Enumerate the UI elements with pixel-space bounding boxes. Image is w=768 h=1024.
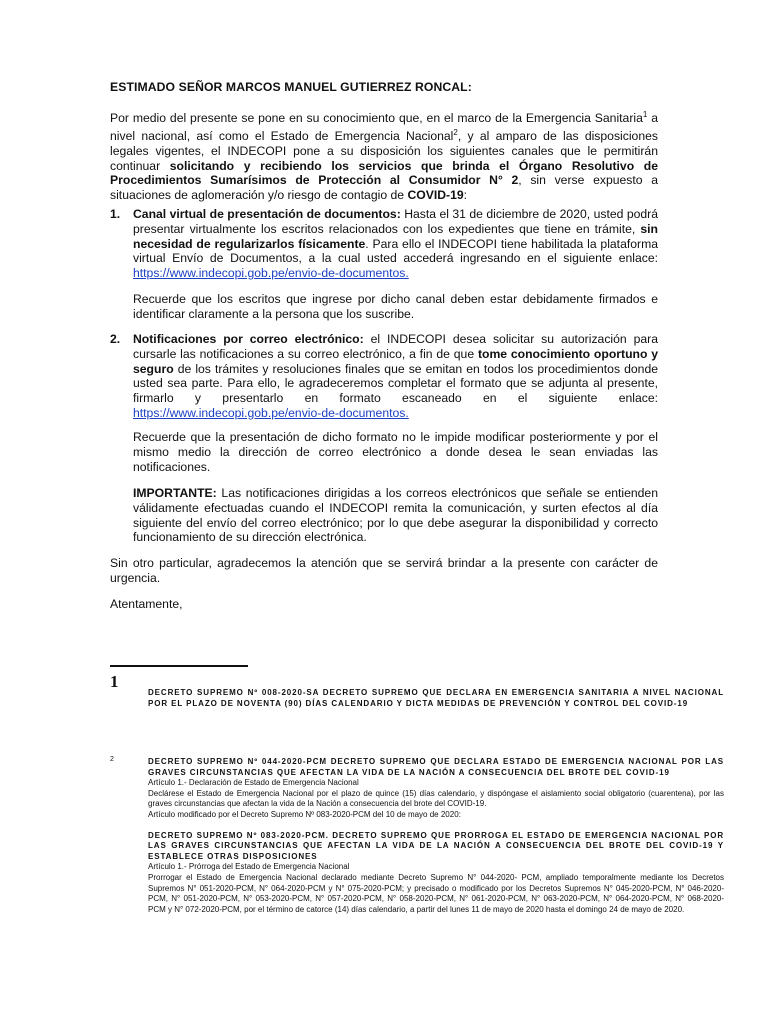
item2-note: Recuerde que la presentación de dicho formato no le impide modificar posteriormente y por el mismo medio la dirección de correo electrónico a donde desea le sean enviadas las notificaciones.: [133, 430, 658, 474]
signoff: Atentamente,: [110, 597, 183, 611]
footnote-3-article: Artículo 1.- Prórroga del Estado de Emergencia Nacional: [148, 862, 350, 872]
footnote-ref-1[interactable]: 1: [642, 110, 648, 119]
item1-note: Recuerde que los escritos que ingrese por dicho canal deben estar debidamente firmados e identificar claramente a la persona que los suscribe.: [133, 292, 658, 321]
important-note: IMPORTANTE: Las notificaciones dirigidas a los correos electrónicos que señale se entienden válidamente efectuadas cuando el INDECOPI remita la comunicación, y surten efectos al día siguiente del envío del correo electrónico; por lo que debe asegurar la disponibilidad y correcto funcionamiento de su dirección electrónica.: [133, 486, 658, 545]
list-number: 1.: [110, 207, 121, 221]
envio-documentos-link-2[interactable]: https://www.indecopi.gob.pe/envio-de-documentos.: [133, 405, 409, 420]
footnote-2: [148, 757, 724, 915]
footnote-2-modification: Artículo modificado por el Decreto Supremo Nº 083-2020-PCM del 10 de mayo de 2020:: [148, 809, 461, 819]
footnote-2-mark: 2: [110, 756, 114, 763]
footnote-3-body: Prorrogar el Estado de Emergencia Nacional declarado mediante Decreto Supremo N° 044-2020- PCM, ampliado temporalmente mediante los Decretos Supremos N° 051-2020-PCM, N° 064-2020-PCM y N° 075-2020-PCM; y precisado o modificado por los Decretos Supremos N° 045-2020-PCM, N° 046-2020-PCM, N° 051-2020-PCM, N° 053-2020-PCM, N° 057-2020-PCM, N° 058-2020-PCM, N° 061-2020-PCM, N° 063-2020-PCM, N° 064-2020-PCM, N° 068-2020-PCM y N° 072-2020-PCM, por el término de catorce (14) días calendario, a partir del lunes 11 de mayo de 2020 hasta el domingo 24 de mayo de 2020.: [148, 872, 724, 914]
envio-documentos-link[interactable]: https://www.indecopi.gob.pe/envio-de-documentos.: [133, 266, 409, 281]
footnote-2-body: Declárese el Estado de Emergencia Nacional por el plazo de quince (15) días calendario, y dispóngase el aislamiento social obligatorio (cuarentena), por las graves circunstancias que afectan la vida de la Nación a consecuencia del brote del COVID-19.: [148, 788, 724, 809]
footnote-ref-2[interactable]: 2: [453, 127, 458, 137]
list-item-virtual-channel: [110, 207, 658, 281]
item1-text: Canal virtual de presentación de documentos: Hasta el 31 de diciembre de 2020, usted podrá presentar virtualmente los escritos relacionados con los expedientes que tiene en trámite, sin necesidad de regularizarlos físicamente. Para ello el INDECOPI tiene habilitada la plataforma virtual Envío de Documentos, a la cual usted accederá ingresando en el siguiente enlace: https://www.indecopi.gob.pe/envio-de-documentos.: [133, 207, 658, 281]
footnote-3-title: DECRETO SUPREMO Nº 083-2020-PCM. DECRETO SUPREMO QUE PRORROGA EL ESTADO DE EMERGENCIA NACIONAL POR LAS GRAVES CIRCUNSTANCIAS QUE AFECTAN LA VIDA DE LA NACIÓN A CONSECUENCIA DEL BROTE DEL COVID-19 Y ESTABLECE OTRAS DISPOSICIONES: [148, 830, 724, 861]
closing-paragraph: Sin otro particular, agradecemos la atención que se servirá brindar a la presente con carácter de urgencia.: [110, 556, 658, 585]
item2-text: Notificaciones por correo electrónico: el INDECOPI desea solicitar su autorización para cursarle las notificaciones a su correo electrónico, a fin de que tome conocimiento oportuno y seguro de los trámites y resoluciones finales que se emitan en todos los procedimientos donde usted sea parte. Para ello, le agradeceremos completar el formato que se adjunta al presente, firmarlo y presentarlo en formato escaneado en el siguiente enlace: https://www.indecopi.gob.pe/envio-de-documentos.: [133, 332, 659, 420]
footnote-2-title: DECRETO SUPREMO Nº 044-2020-PCM DECRETO SUPREMO QUE DECLARA ESTADO DE EMERGENCIA NACIONAL POR LAS GRAVES CIRCUNSTANCIAS QUE AFECTAN LA VIDA DE LA NACIÓN A CONSECUENCIA DEL BROTE DEL COVID-19: [148, 757, 724, 777]
list-number: 2.: [110, 332, 121, 346]
footnote-1-text: DECRETO SUPREMO Nº 008-2020-SA DECRETO SUPREMO QUE DECLARA EN EMERGENCIA SANITARIA A NIVEL NACIONAL POR EL PLAZO DE NOVENTA (90) DÍAS CALENDARIO Y DICTA MEDIDAS DE PREVENCIÓN Y CONTROL DEL COVID-19: [148, 688, 724, 708]
intro-paragraph: Por medio del presente se pone en su conocimiento que, en el marco de la Emergencia Sanitaria$^1$ a nivel nacional, así como el Estado de Emergencia Nacional$^2$, y al amparo de las disposiciones legales vigentes, el INDECOPI pone a su disposición los siguientes canales que le permitirán continuar solicitando y recibiendo los servicios que brinda el Órgano Resolutivo de Procedimientos Sumarísimos de Protección al Consumidor N° 2, sin verse expuesto a situaciones de aglomeración y/o riesgo de contagio de COVID-19:: [110, 110, 658, 203]
list-item-email-notifications: [110, 332, 658, 421]
salutation: ESTIMADO SEÑOR MARCOS MANUEL GUTIERREZ RONCAL:: [110, 80, 472, 94]
footnote-2-article: Artículo 1.- Declaración de Estado de Emergencia Nacional: [148, 778, 359, 788]
footnote-separator: [110, 665, 248, 667]
footnote-1-mark: 1: [110, 672, 119, 691]
